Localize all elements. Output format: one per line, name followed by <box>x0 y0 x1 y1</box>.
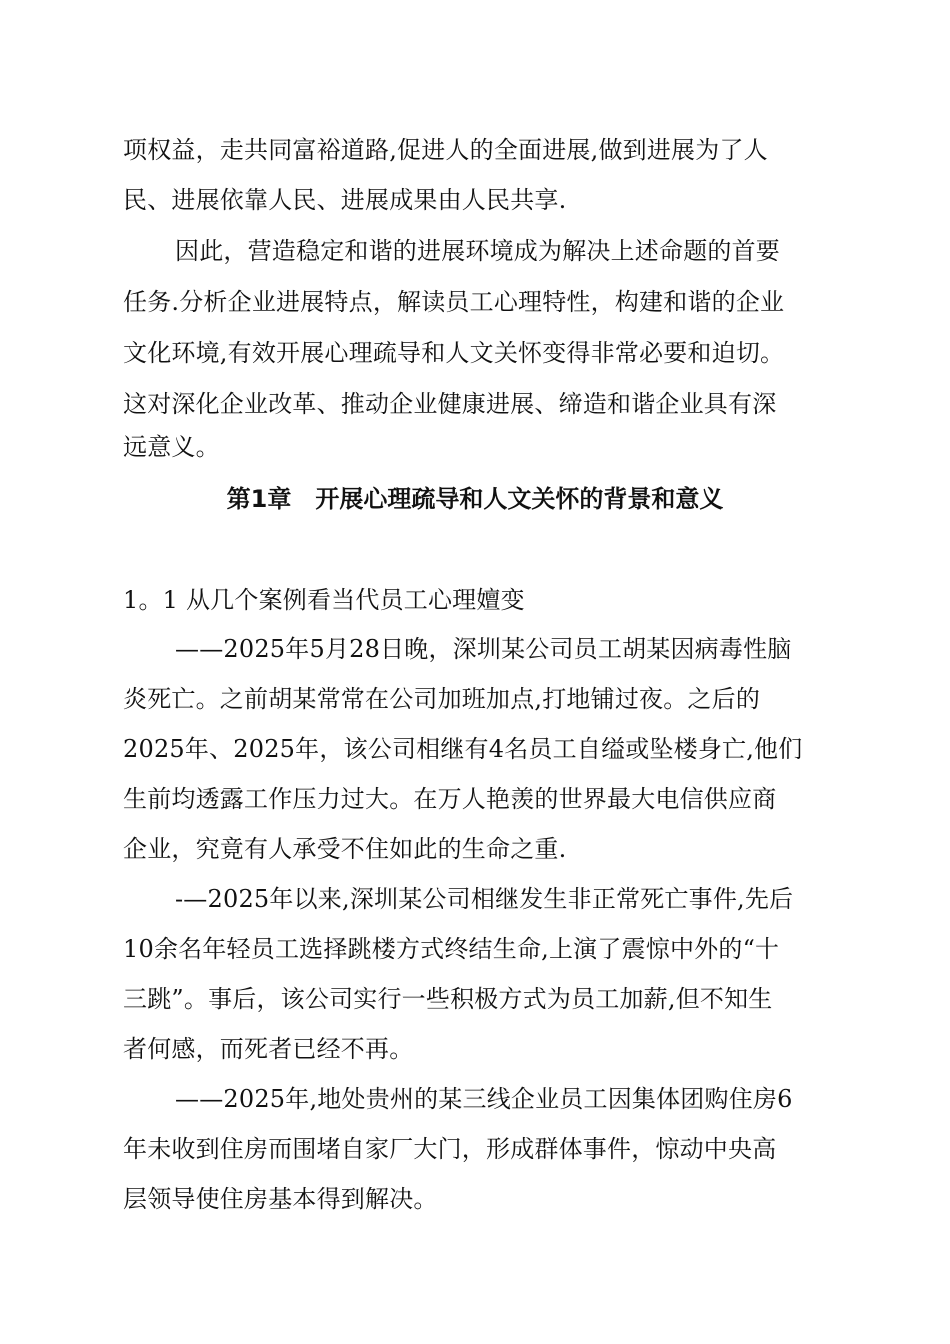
case-line: -—2025年以来,深圳某公司相继发生非正常死亡事件,先后 <box>175 885 794 913</box>
paragraph-line: 文化环境,有效开展心理疏导和人文关怀变得非常必要和迫切。 <box>123 339 785 367</box>
case-line: 三跳”。事后，该公司实行一些积极方式为员工加薪,但不知生 <box>123 985 773 1013</box>
case-line: 企业，究竟有人承受不住如此的生命之重. <box>123 835 567 863</box>
paragraph-line: 任务.分析企业进展特点，解读员工心理特性，构建和谐的企业 <box>123 288 785 316</box>
case-line: 层领导使住房基本得到解决。 <box>123 1185 438 1213</box>
paragraph-line: 民、进展依靠人民、进展成果由人民共享. <box>123 186 567 214</box>
case-line: 年未收到住房而围堵自家厂大门，形成群体事件，惊动中央高 <box>123 1135 777 1163</box>
case-line: ——2025年,地处贵州的某三线企业员工因集体团购住房6 <box>175 1085 793 1113</box>
case-line: ——2025年5月28日晚，深圳某公司员工胡某因病毒性脑 <box>175 635 792 663</box>
paragraph-line: 这对深化企业改革、推动企业健康进展、缔造和谐企业具有深 <box>123 390 777 418</box>
case-line: 生前均透露工作压力过大。在万人艳羡的世界最大电信供应商 <box>123 785 777 813</box>
section-heading: 1。1 从几个案例看当代员工心理嬗变 <box>123 586 525 614</box>
paragraph-line: 因此，营造稳定和谐的进展环境成为解决上述命题的首要 <box>175 237 780 265</box>
paragraph-line: 远意义。 <box>123 433 220 461</box>
case-line: 者何感，而死者已经不再。 <box>123 1035 414 1063</box>
case-line: 2025年、2025年，该公司相继有4名员工自缢或坠楼身亡,他们 <box>123 735 803 763</box>
case-line: 10余名年轻员工选择跳楼方式终结生命,上演了震惊中外的“十 <box>123 935 780 963</box>
chapter-heading: 第1章 开展心理疏导和人文关怀的背景和意义 <box>226 485 724 513</box>
paragraph-line: 项权益，走共同富裕道路,促进人的全面进展,做到进展为了人 <box>123 136 768 164</box>
case-line: 炎死亡。之前胡某常常在公司加班加点,打地铺过夜。之后的 <box>123 685 761 713</box>
